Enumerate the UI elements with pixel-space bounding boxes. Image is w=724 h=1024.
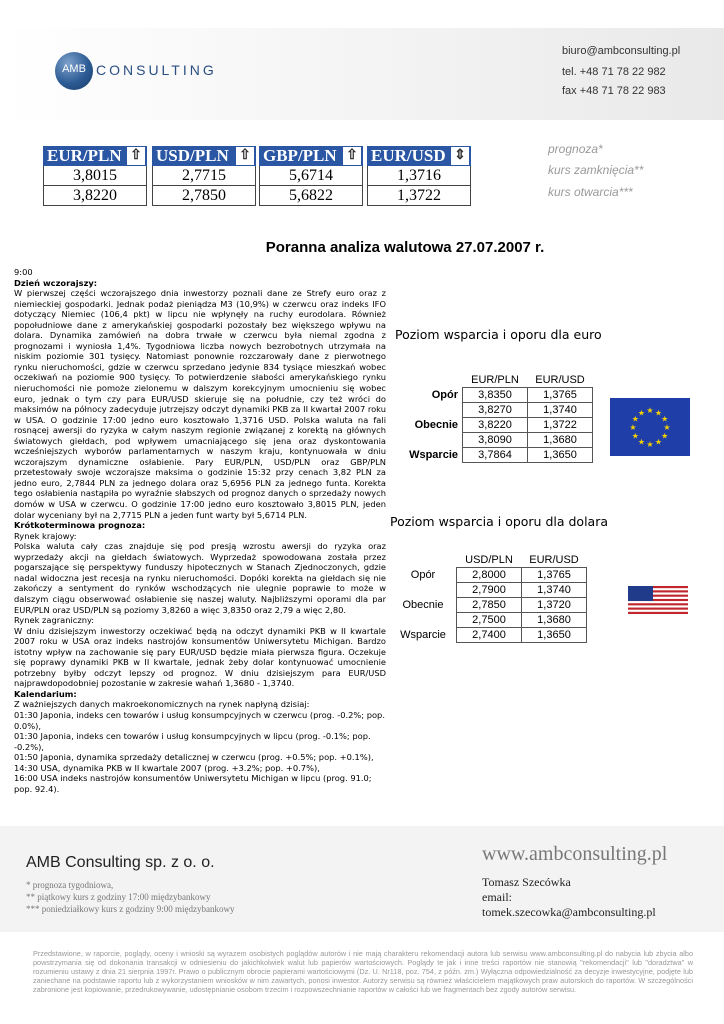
up-arrow-icon: ⇧ <box>127 147 145 165</box>
footer-person: Tomasz Szecówka <box>482 875 571 889</box>
up-arrow-icon: ⇧ <box>236 147 254 165</box>
table-row <box>394 613 587 628</box>
dollar-levels-title: Poziom wsparcia i oporu dla dolara <box>390 514 609 529</box>
legend-forecast: prognoza* <box>548 142 603 156</box>
column-header: EUR/PLN <box>471 374 519 386</box>
row-label: Opór <box>410 569 436 581</box>
legend-open: kurs otwarcia*** <box>548 185 633 199</box>
rate-name <box>152 146 256 166</box>
level-value: 1,3650 <box>522 628 587 643</box>
column-header: USD/PLN <box>465 554 513 566</box>
table-row <box>400 403 593 418</box>
footer-email-label: email: <box>482 890 512 904</box>
eu-flag-icon <box>610 398 690 456</box>
table-row <box>394 598 587 613</box>
legend-close: kurs zamknięcia** <box>548 163 644 177</box>
rate-forecast-value: 2,7715 <box>152 166 256 186</box>
level-value: 1,3680 <box>522 613 587 628</box>
level-value: 2,7900 <box>457 583 522 598</box>
column-header: EUR/USD <box>535 374 585 386</box>
eu-star-icon: ★ <box>654 437 663 447</box>
rate-close-value: 5,6822 <box>259 186 363 206</box>
eu-star-icon: ★ <box>661 431 669 441</box>
footer-note-1: * prognoza tygodniowa, <box>26 880 114 890</box>
footer-email[interactable]: tomek.szecowka@ambconsulting.pl <box>482 905 656 919</box>
foreign-heading: Rynek zagraniczny: <box>14 615 95 626</box>
calendar-item: 14:30 USA, dynamika PKB w II kwartale 2007 (prog. +3.2%; pop. +0.7%), <box>14 762 320 773</box>
euro-levels-table <box>400 373 593 463</box>
eu-star-icon: ★ <box>631 431 639 441</box>
table-row <box>400 448 593 463</box>
row-label: Obecnie <box>414 419 458 431</box>
column-header: EUR/USD <box>529 554 579 566</box>
euro-levels-title: Poziom wsparcia i oporu dla euro <box>395 327 602 342</box>
header-fax: fax +48 71 78 22 983 <box>562 85 666 97</box>
row-label <box>394 613 457 628</box>
eu-star-icon: ★ <box>663 423 671 432</box>
row-label: Wsparcie <box>409 449 458 461</box>
calendar-item: 01:30 Japonia, indeks cen towarów i usług konsumpcyjnych w lipcu (prog. -0.1%; pop. -0.2%), <box>14 731 371 752</box>
eu-star-icon: ★ <box>654 408 663 418</box>
rate-forecast-value: 1,3716 <box>367 166 471 186</box>
row-label: Obecnie <box>402 599 444 611</box>
rate-name <box>43 146 147 166</box>
level-value: 2,8000 <box>457 568 522 583</box>
domestic-paragraph: Polska waluta cały czas znajduje się pod presją wzrostu awersji do ryzyka oraz wyprzedaży akcji na giełdach światowych. Wyprzedaż spowodowana została przez pogarszające się perspektywy funduszy hipotecznych w Stanach Zjednoczonych, gdzie nadal widoczna jest recesja na rynku nieruchomości. Dopóki korekta na giełdach się nie zakończy a sentyment do rynków wschodzących nie ulegnie poprawie to może w dalszym ciągu obserwować osłabienie się naszej waluty. Najbliższymi oporami dla par EUR/PLN oraz USD/PLN są poziomy 3,8260 a więc 3,8350 oraz 2,79 a więc 2,80. <box>14 541 386 615</box>
table-row <box>394 568 587 583</box>
rate-close-value: 1,3722 <box>367 186 471 206</box>
short-heading: Krótkoterminowa prognoza: <box>14 520 146 531</box>
level-value: 1,3720 <box>522 598 587 613</box>
up-down-arrow-icon: ⇕ <box>451 147 469 165</box>
calendar-item: 01:30 Japonia, indeks cen towarów i usług konsumpcyjnych w czerwcu (prog. -0.2%; pop. 0.0%), <box>14 709 385 731</box>
foreign-paragraph: W dniu dzisiejszym inwestorzy oczekiwać będą na odczyt dynamiki PKB w II kwartale 2007 roku w USA oraz indeks nastrojów konsumentów Uniwersytetu Michigan. Bardzo istotny wpływ na zachowanie się pary EUR/USD będzie miała pierwsza figura. Oczekuje się poprawy dynamiki PKB w II kwartale, jednak żeby dolar kontynuować umocnienie potrzebny byłby odczyt lepszy od prognoz. W dniu dzisiejszym para EUR/USD najprawdopodobniej pozostanie w zakresie wahań 1,3680 - 1,3740. <box>14 625 386 689</box>
level-value: 1,3740 <box>528 403 593 418</box>
row-label <box>400 433 463 448</box>
table-row <box>400 433 593 448</box>
calendar-intro: Z ważniejszych danych makroekonomicznych na rynek napłyną dzisiaj: <box>14 699 310 710</box>
rate-forecast-value: 3,8015 <box>43 166 147 186</box>
row-label: Opór <box>431 389 458 401</box>
level-value: 3,8220 <box>463 418 528 433</box>
time-stamp: 9:00 <box>14 267 33 277</box>
level-value: 2,7400 <box>457 628 522 643</box>
eu-star-icon: ★ <box>629 423 637 432</box>
rate-name-label: USD/PLN <box>156 146 229 165</box>
logo-text: CONSULTING <box>96 62 217 78</box>
level-value: 1,3680 <box>528 433 593 448</box>
eu-star-icon: ★ <box>631 414 639 424</box>
level-value: 1,3722 <box>528 418 593 433</box>
calendar-list <box>14 710 386 794</box>
rate-box-gbp-pln <box>259 146 363 206</box>
header-email: biuro@ambconsulting.pl <box>562 45 681 57</box>
footer-company: AMB Consulting sp. z o. o. <box>26 854 215 871</box>
page-title: Poranna analiza walutowa 27.07.2007 r. <box>265 239 545 256</box>
rate-name-label: EUR/USD <box>371 146 446 165</box>
rate-box-usd-pln <box>152 146 256 206</box>
us-stripe <box>628 603 688 605</box>
rate-name <box>367 146 471 166</box>
us-stripe <box>628 608 688 610</box>
table-row <box>394 628 587 643</box>
table-row <box>400 388 593 403</box>
us-stripe <box>628 612 688 614</box>
eu-star-icon: ★ <box>646 406 654 415</box>
level-value: 1,3765 <box>522 568 587 583</box>
calendar-heading: Kalendarium: <box>14 688 77 699</box>
footer-note-3: *** poniedziałkowy kurs z godziny 9:00 międzybankowy <box>26 904 235 914</box>
header-tel: tel. +48 71 78 22 982 <box>562 66 666 78</box>
day-heading: Dzień wczorajszy: <box>14 277 98 288</box>
level-value: 3,8350 <box>463 388 528 403</box>
eu-star-icon: ★ <box>637 408 646 418</box>
rate-box-eur-usd <box>367 146 471 206</box>
dollar-levels-table <box>394 553 587 643</box>
level-value: 1,3650 <box>528 448 593 463</box>
rate-forecast-value: 5,6714 <box>259 166 363 186</box>
analysis-text <box>14 267 386 794</box>
amb-logo-icon: AMB <box>55 52 93 90</box>
level-value: 3,8270 <box>463 403 528 418</box>
rate-name <box>259 146 363 166</box>
level-value: 1,3765 <box>528 388 593 403</box>
rate-name-label: EUR/PLN <box>47 146 122 165</box>
rate-close-value: 3,8220 <box>43 186 147 206</box>
day-paragraph: W pierwszej części wczorajszego dnia inwestorzy poznali dane ze Strefy euro oraz z niemieckiej gospodarki. Jednak podaż pieniądza M3 (10,9%) w czerwcu oraz indeks IFO dotyczący Niemiec (106,4 pkt) w lipcu nie wpłynęły na ruchy eurodolara. Również popołudniowe dane z amerykańskiej gospodarki pozostały bez większego wpływu na dolara. Dynamika zamówień na dobra trwałe w czerwcu była niemal zgodna z prognozami i wyniosła 1,4%. Tygodniowa liczba nowych bezrobotnych utrzymała na niskim poziomie 301 tysięcy. Natomiast ponownie rozczarowały dane z pierwotnego rynku nieruchomości, gdzie w czerwcu sprzedano jedynie 834 tysiące mieszkań wobec oczekiwań na poziomie 900 tysięcy. To potwierdzenie słabości amerykańskiego rynku nieruchomości nie pomoże zielonemu w dalszym korekcyjnym umocnieniu się wobec euro, jednak o tym czy para EUR/USD skieruje się na południe, czy też wróci do maksimów na północy zadecyduje jutrzejszy odczyt dynamiki PKB za II kwartał 2007 roku w USA. O godzinie 17:00 jedno euro kosztowało 1,3716 USD. Polska waluta na fali rosnącej awersji do ryzyka w całym naszym regionie związanej z korektą na głównych światowych giełdach, pod wpływem umacniającego się jena oraz dyskontowania wcześniejszych wyborów parlamentarnych w naszym kraju, kontynuowała w dniu wczorajszym dynamiczne osłabienie. Pary EUR/PLN, USD/PLN oraz GBP/PLN przetestowały swoje wczorajsze maksima o godzinie 15:32 przy cenach 3,82 PLN za jedno euro, 2,7844 PLN za jednego dolara oraz 5,6956 PLN za jednego funta. Korekta tego osłabienia nastąpiła po wyraźnie słabszych od prognoz danych o sprzedaży nowych domów w USA w czerwcu. O godzinie 17:00 jedno euro kosztowało 3,8015 PLN, jeden dolar wyceniany był na 2,7715 PLN a jeden funt warty był 5,6714 PLN. <box>14 288 386 520</box>
us-flag-icon <box>628 586 688 614</box>
domestic-heading: Rynek krajowy: <box>14 530 77 541</box>
level-value: 2,7500 <box>457 613 522 628</box>
calendar-item: 16:00 USA indeks nastrojów konsumentów Uniwersytetu Michigan w lipcu (prog. 91.0; pop. 92.4). <box>14 773 372 794</box>
table-row <box>400 418 593 433</box>
disclaimer: Przedstawione, w raporcie, poglądy, oceny i wnioski są wyrazem osobistych poglądów autorów i nie mają charakteru rekomendacji autora lub serwisu www.ambconsulting.pl do nabycia lub zbycia albo powstrzymania się od dokonania transakcji w odniesieniu do jakichkolwiek walut lub papierów wartościowych. Poglądy te jak i inne treści raportów nie stanowią "rekomendacji" lub "doradztwa" w rozumieniu ustawy z dnia 21 sierpnia 1997r. Prawo o publicznym obrocie papierami wartościowymi (Dz. U. Nr118, poz. 754, z późn. zm.) Wyłączna odpowiedzialność za decyzje inwestycyjne, podjęte lub zaniechane na podstawie raportu lub z wykorzystaniem wniosków w nim zawartych, ponosi inwestor. Autorzy serwisu są również właścicielem majątkowych praw autorskich do raportów. W szczególności zabronione jest kopiowanie, przedrukowywanie, udostępnianie osobom trzecim i rozpowszechnianie raportów w całości lub we fragmentach bez zgody autorów serwisu. <box>33 949 693 994</box>
rate-box-eur-pln <box>43 146 147 206</box>
footer-url[interactable]: www.ambconsulting.pl <box>482 843 668 865</box>
level-value: 3,7864 <box>463 448 528 463</box>
level-value: 3,8090 <box>463 433 528 448</box>
row-label <box>394 583 457 598</box>
up-arrow-icon: ⇧ <box>343 147 361 165</box>
eu-star-icon: ★ <box>661 414 669 424</box>
level-value: 1,3740 <box>522 583 587 598</box>
level-value: 2,7850 <box>457 598 522 613</box>
eu-star-icon: ★ <box>637 437 646 447</box>
row-label: Wsparcie <box>400 629 446 641</box>
rate-name-label: GBP/PLN <box>263 146 337 165</box>
footer-note-2: ** piątkowy kurs z godziny 17:00 międzybankowy <box>26 892 211 902</box>
eu-star-icon: ★ <box>646 440 654 449</box>
table-row <box>394 583 587 598</box>
rate-close-value: 2,7850 <box>152 186 256 206</box>
row-label <box>400 403 463 418</box>
calendar-item: 01:50 Japonia, dynamika sprzedaży detalicznej w czerwcu (prog. +0.5%; pop. +0.1%), <box>14 752 374 763</box>
